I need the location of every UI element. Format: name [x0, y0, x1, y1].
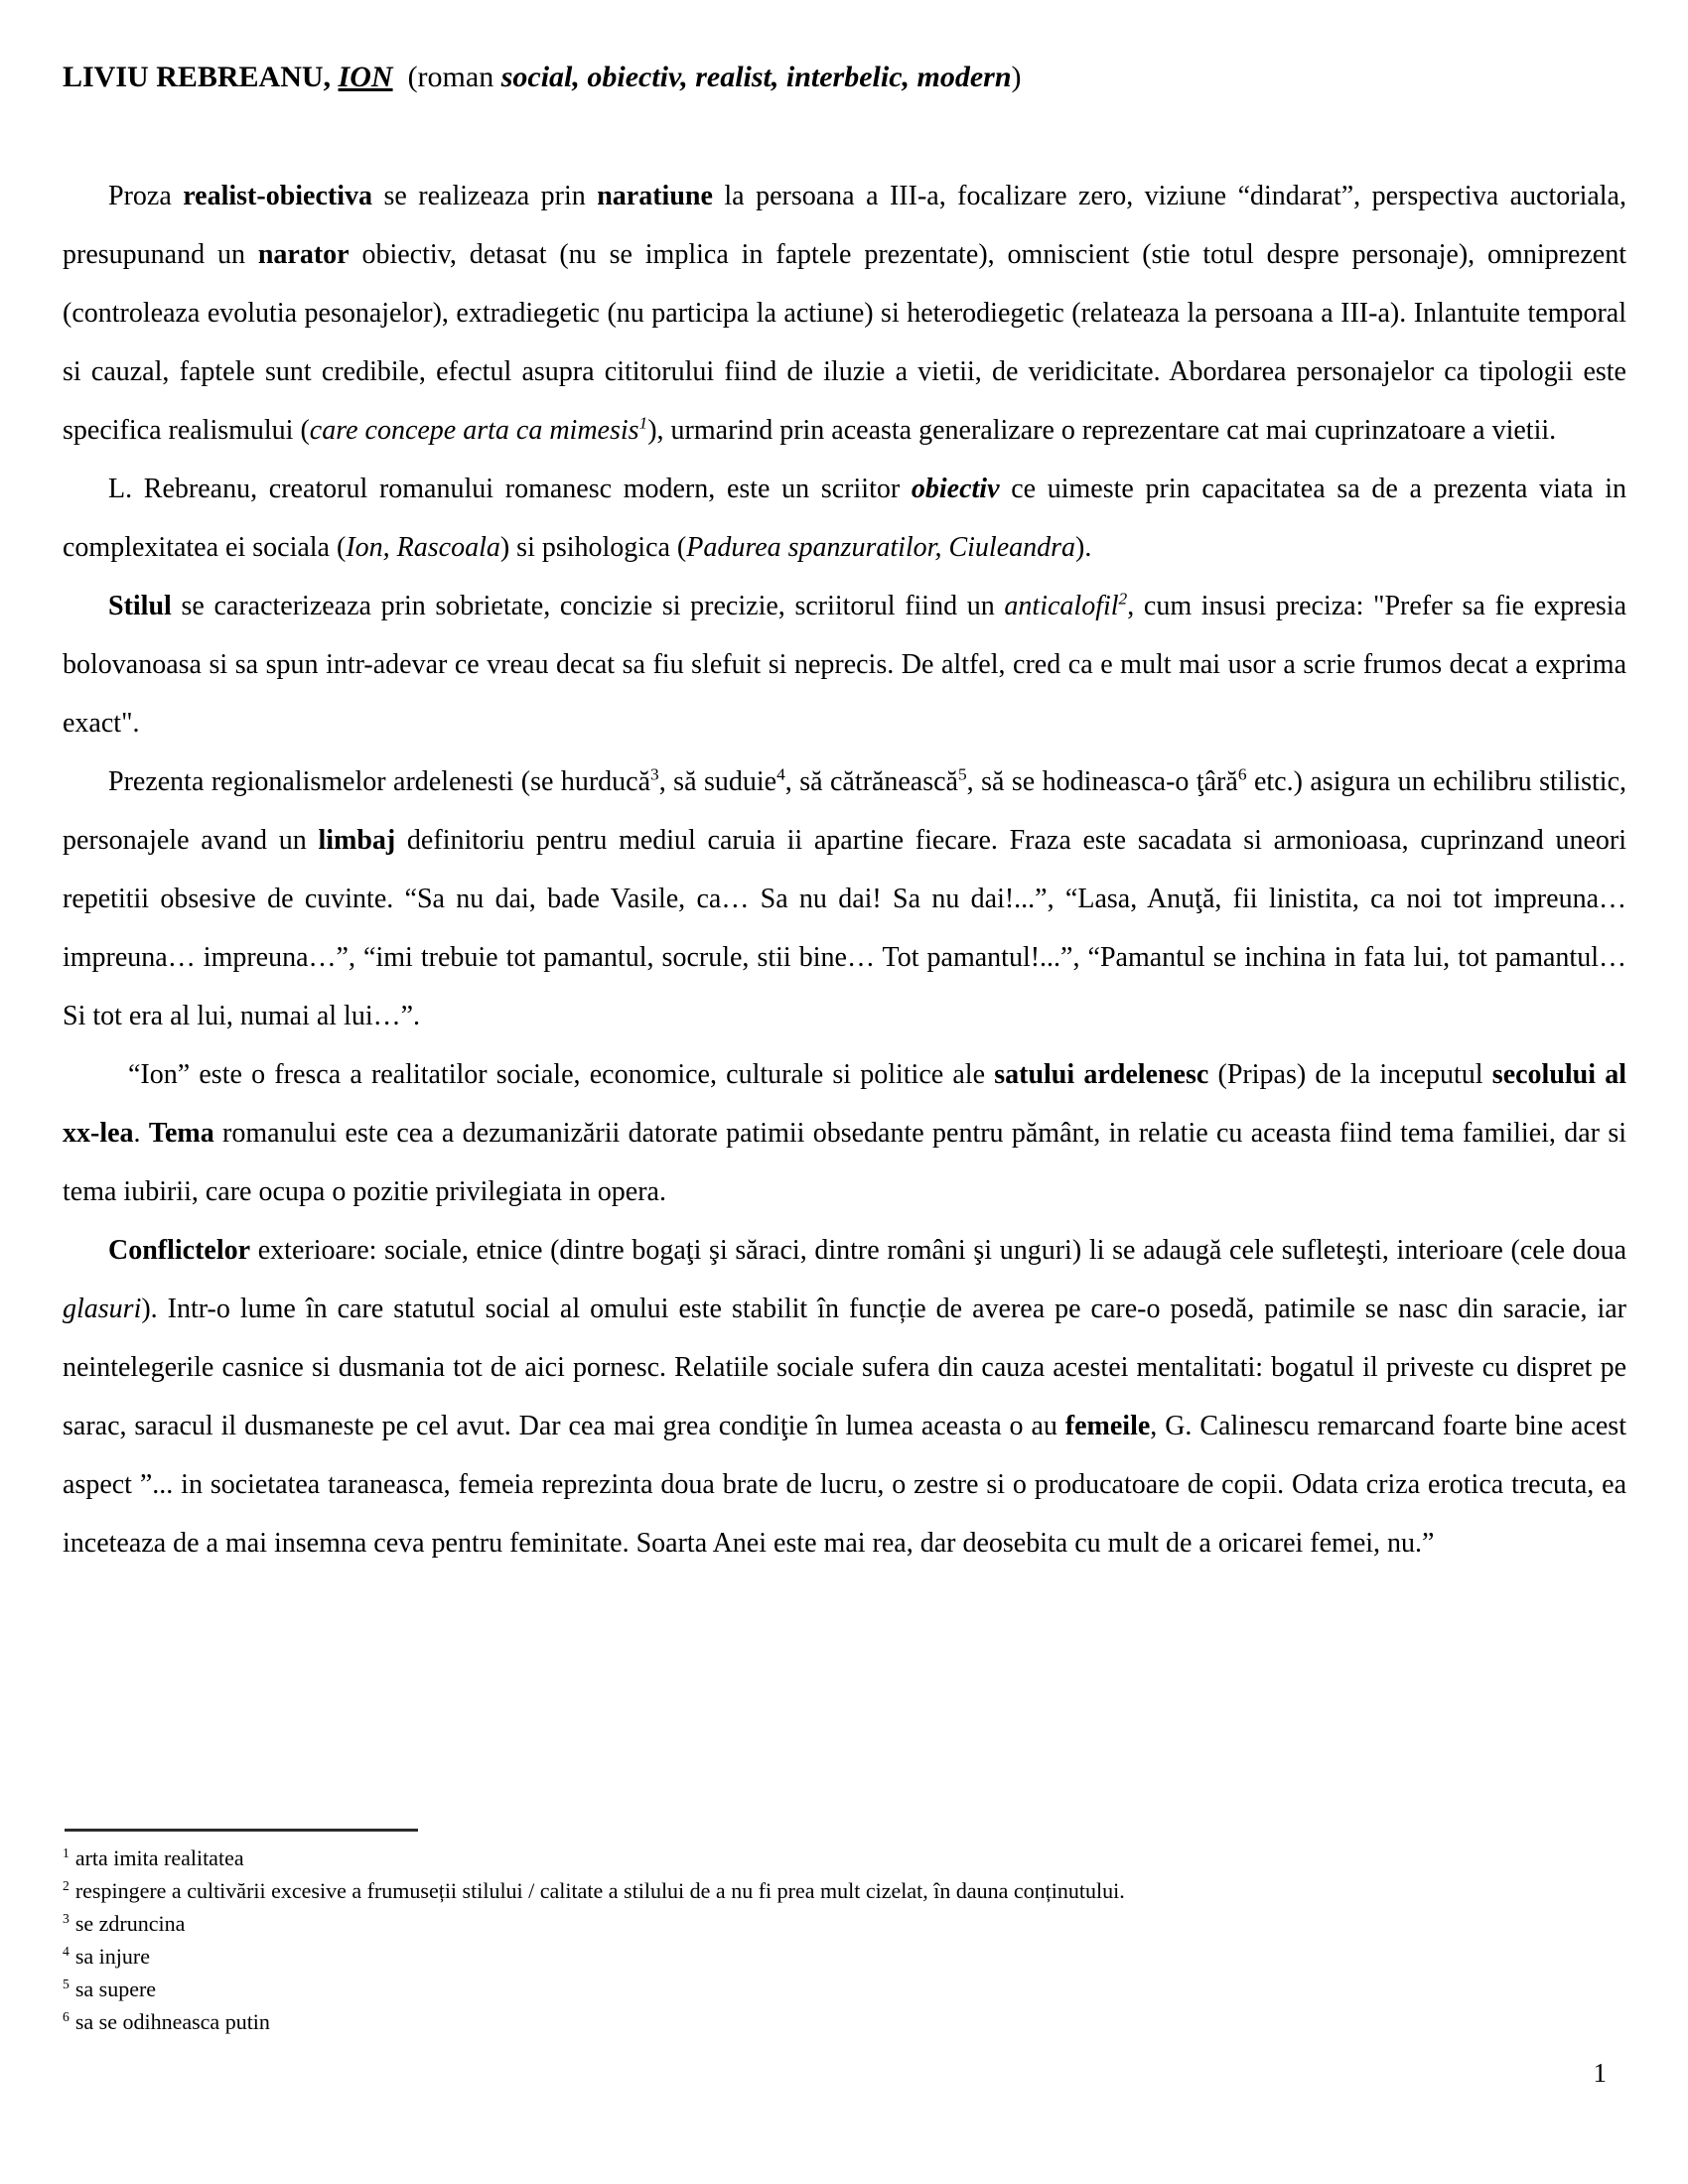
footnote-number: 6 [63, 2008, 70, 2024]
footnote-number: 2 [63, 1877, 70, 1893]
footnote-text: respingere a cultivării excesive a frumuseții stilului / calitate a stilului de a nu fi prea mult cizelat, în dauna conținutului. [74, 1878, 1125, 1903]
body-paragraph: Prezenta regionalismelor ardelenesti (se hurducă$^3$, să suduie$^4$, să cătrănească$^5$, să se hodineasca-o ţâră$^6$ etc.) asigura un echilibru stilistic, personajele avand un limbaj definitoriu pentru mediul caruia ii apartine fiecare. Fraza este sacadata si armonioasa, cuprinzand uneori repetitii obsesive de cuvinte. “Sa nu dai, bade Vasile, ca… Sa nu dai! Sa nu dai!...”, “Lasa, Anuţă, fii linistita, ca noi tot impreuna… impreuna… impreuna…”, “imi trebuie tot pamantul, socrule, stii bine… Tot pamantul!...”, “Pamantul se inchina in fata lui, tot pamantul… Si tot era al lui, numai al lui…”. [63, 764, 1626, 1031]
footnote-number: 1 [63, 1844, 70, 1860]
footnote-number: 3 [63, 1910, 70, 1926]
document-body [63, 167, 1626, 1572]
body-paragraph: Proza realist-obiectiva se realizeaza prin naratiune la persoana a III-a, focalizare zero, viziune “dindarat”, perspectiva auctoriala, presupunand un narator obiectiv, detasat (nu se implica in faptele prezentate), omniscient (stie totul despre personaje), omniprezent (controleaza evolutia pesonajelor), extradiegetic (nu participa la actiune) si heterodiegetic (relateaza la persoana a III-a). Inlantuite temporal si cauzal, faptele sunt credibile, efectul asupra cititorului fiind de iluzie a vietii, de veridicitate. Abordarea personajelor ca tipologii este specifica realismului (care concepe arta ca mimesis$^1$), urmarind prin aceasta generalizare o reprezentare cat mai cuprinzatoare a vietii. [63, 181, 1626, 446]
footnote-number: 5 [63, 1976, 70, 1991]
footnote-separator [65, 1829, 418, 1832]
body-paragraph: “Ion” este o fresca a realitatilor sociale, economice, culturale si politice ale satului ardelenesc (Pripas) de la inceputul secolului al xx-lea. Tema romanului este cea a dezumanizării datorate patimii obsedante pentru pământ, in relatie cu aceasta fiind tema familiei, dar si tema iubirii, care ocupa o pozitie privilegiata in opera. [63, 1059, 1626, 1207]
body-paragraph: Stilul se caracterizeaza prin sobrietate, concizie si precizie, scriitorul fiind un anticalofil$^2$, cum insusi preciza: "Prefer sa fie expresia bolovanoasa si sa spun intr-adevar ce vreau decat sa fiu slefuit si neprecis. De altfel, cred ca e mult mai usor a scrie frumos decat a exprima exact". [63, 589, 1626, 739]
footnote [63, 1907, 1626, 1940]
body-paragraph: Conflictelor exterioare: sociale, etnice (dintre bogaţi şi săraci, dintre români şi unguri) li se adaugă cele sufleteşti, interioare (cele doua glasuri). Intr-o lume în care statutul social al omului este stabilit în funcție de averea pe care-o posedă, patimile se nasc din saracie, iar neintelegerile casnice si dusmania tot de aici pornesc. Relatiile sociale sufera din cauza acestei mentalitati: bogatul il priveste cu dispret pe sarac, saracul il dusmaneste pe cel avut. Dar cea mai grea condiţie în lumea aceasta o au femeile, G. Calinescu remarcand foarte bine acest aspect ”... in societatea taraneasca, femeia reprezinta doua brate de lucru, o zestre si o producatoare de copii. Odata criza erotica trecuta, ea inceteaza de a mai insemna ceva pentru feminitate. Soarta Anei este mai rea, dar deosebita cu mult de a oricarei femei, nu.” [63, 1235, 1626, 1559]
footnote [63, 1973, 1626, 2005]
footnote [63, 2005, 1626, 2038]
footnote-text: sa se odihneasca putin [74, 2009, 270, 2034]
body-paragraph: L. Rebreanu, creatorul romanului romanesc modern, este un scriitor obiectiv ce uimeste prin capacitatea sa de a prezenta viata in complexitatea ei sociala (Ion, Rascoala) si psihologica (Padurea spanzuratilor, Ciuleandra). [63, 474, 1626, 563]
footnote-text: sa supere [74, 1977, 157, 2001]
document-title: LIVIU REBREANU, ION (roman social, obiectiv, realist, interbelic, modern) [63, 61, 1022, 93]
footnote [63, 1874, 1626, 1907]
footer-block [63, 1829, 1626, 2089]
footnote-text: se zdruncina [74, 1911, 186, 1936]
footnote [63, 1940, 1626, 1973]
page-number: 1 [1593, 2058, 1607, 2088]
footnote-number: 4 [63, 1943, 70, 1959]
footnote-text: sa injure [74, 1944, 150, 1969]
footnote-text: arta imita realitatea [74, 1845, 244, 1870]
footnote [63, 1842, 1626, 1874]
